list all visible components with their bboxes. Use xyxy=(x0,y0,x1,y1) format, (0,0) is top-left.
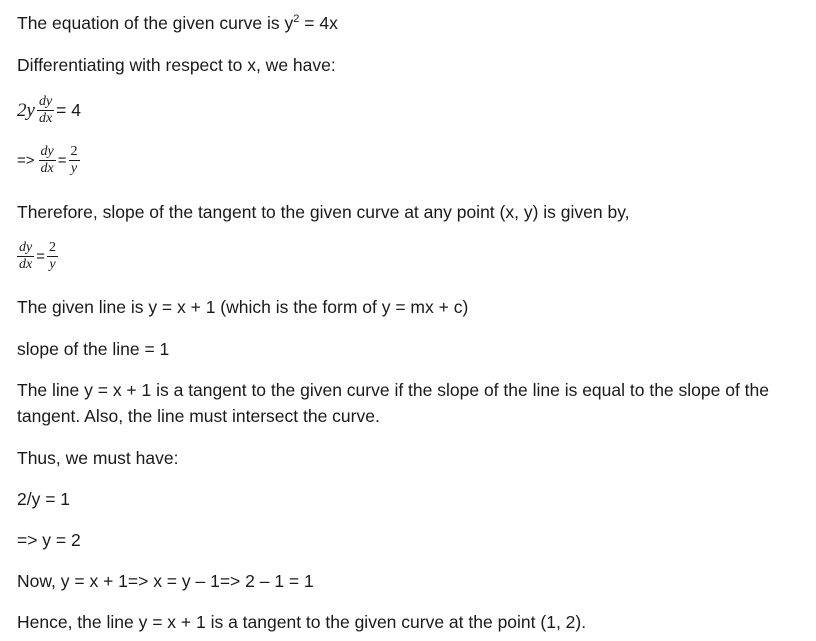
fraction-numerator: dy xyxy=(40,144,54,159)
fraction-denominator: y xyxy=(49,257,56,272)
given-line-statement: The given line is y = x + 1 (which is the form of y = mx + c) xyxy=(17,297,469,317)
equals-value: = 4 xyxy=(56,100,81,120)
fraction-numerator: dy xyxy=(19,240,33,255)
fraction-numerator: dy xyxy=(38,94,53,109)
two-over-y-fraction xyxy=(69,144,80,177)
fraction-denominator: dx xyxy=(40,161,54,176)
slope-formula xyxy=(17,240,60,273)
dy-dx-fraction xyxy=(37,94,54,127)
fraction-denominator: dx xyxy=(19,257,33,272)
two-over-y-equation: 2/y = 1 xyxy=(17,489,71,509)
y-value-line: => y = 2 xyxy=(17,530,81,550)
two-over-y-fraction xyxy=(47,240,58,273)
slope-of-line: slope of the line = 1 xyxy=(17,339,170,359)
dy-dx-fraction xyxy=(17,240,34,273)
derivative-equation xyxy=(17,94,81,127)
thus-line: Thus, we must have: xyxy=(17,448,179,468)
slope-statement-line: Therefore, slope of the tangent to the given curve at any point (x, y) is given by, xyxy=(17,202,630,222)
curve-equation-rhs: = 4x xyxy=(299,13,338,33)
curve-equation-text: The equation of the given curve is y xyxy=(17,13,294,33)
dy-dx-fraction xyxy=(39,144,56,177)
fraction-denominator: y xyxy=(70,161,78,176)
curve-equation-line xyxy=(17,12,338,34)
x-value-line: Now, y = x + 1=> x = y – 1=> 2 – 1 = 1 xyxy=(17,571,314,591)
fraction-numerator: 2 xyxy=(70,144,78,159)
implies-arrow: => xyxy=(17,152,35,169)
fraction-denominator: dx xyxy=(38,111,53,126)
coefficient: 2y xyxy=(17,99,35,121)
equals-sign: = xyxy=(57,152,67,169)
exponent: 2 xyxy=(293,13,300,25)
conclusion-line: Hence, the line y = x + 1 is a tangent to the given curve at the point (1, 2). xyxy=(17,612,587,632)
fraction-numerator: 2 xyxy=(48,240,56,255)
equals-sign: = xyxy=(36,248,45,265)
tangent-condition-paragraph: The line y = x + 1 is a tangent to the given curve if the slope of the line is equal to the slope of the tangent. Also, the line must intersect the curve. xyxy=(17,380,770,426)
differentiating-line: Differentiating with respect to x, we have: xyxy=(17,55,336,75)
slope-expression xyxy=(17,144,82,177)
